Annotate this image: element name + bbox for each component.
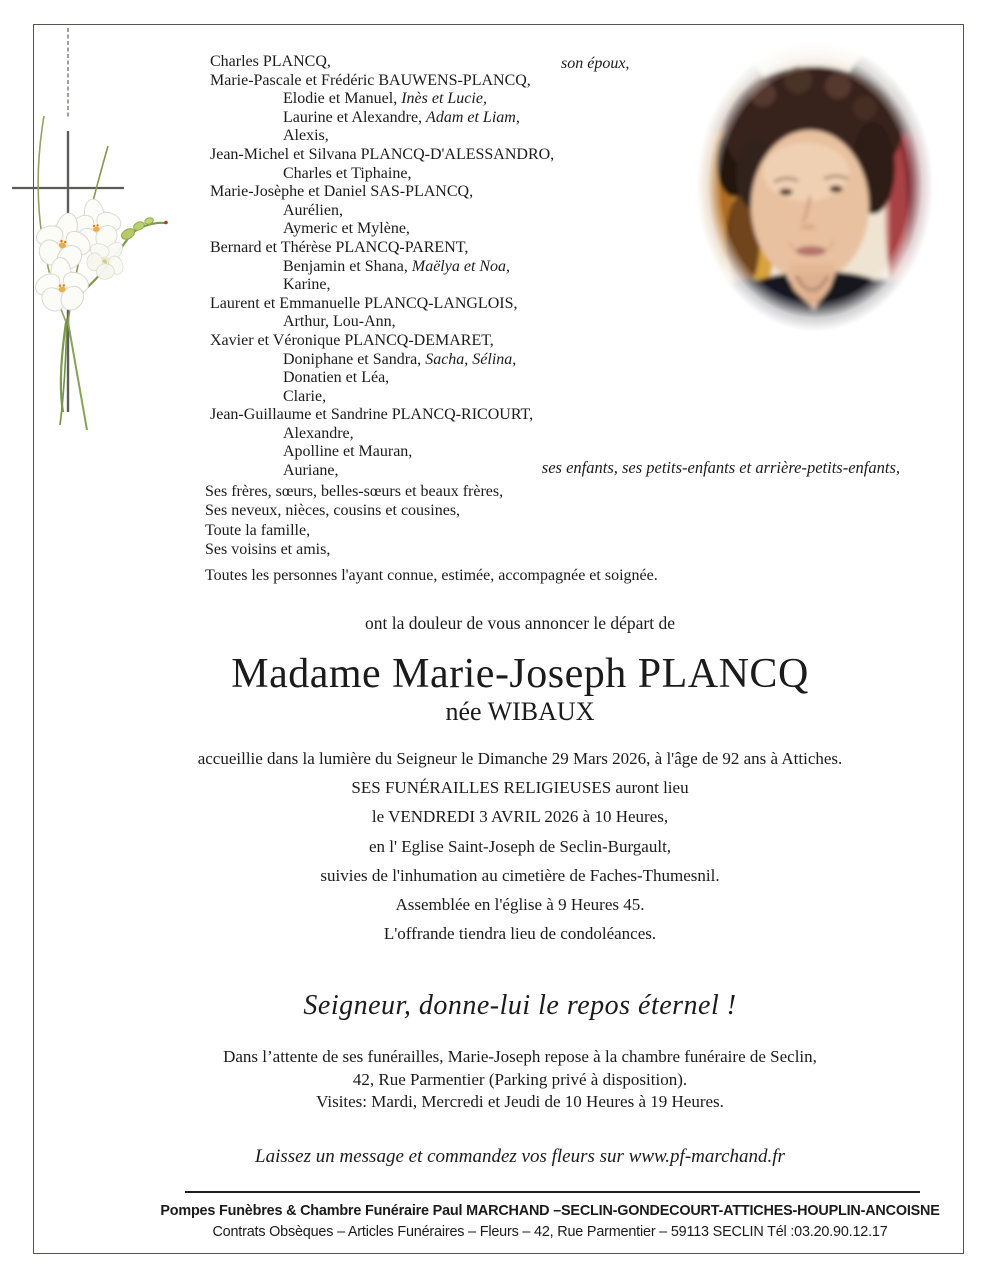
relatives-line: Toute la famille,	[205, 521, 311, 539]
family-line: Marie-Josèphe et Daniel SAS-PLANCQ,	[210, 183, 474, 201]
family-line: Laurent et Emmanuelle PLANCQ-LANGLOIS,	[210, 294, 518, 312]
family-line: Charles et Tiphaine,	[283, 164, 412, 182]
footer-divider	[185, 1191, 920, 1193]
relatives-line: Ses neveux, nièces, cousins et cousines,	[205, 502, 461, 520]
family-line: Laurine et Alexandre, Adam et Liam,	[283, 108, 520, 126]
closing-line: Toutes les personnes l'ayant connue, estimée, accompagnée et soignée.	[205, 567, 658, 584]
funeral-home-footer	[99, 1201, 992, 1242]
deceased-name: Madame Marie-Joseph PLANCQ	[231, 651, 809, 697]
detail-line: Assemblée en l'église à 9 Heures 45.	[395, 895, 645, 915]
spouse-note: son époux,	[561, 55, 630, 72]
funeral-home-name: Pompes Funèbres & Chambre Funéraire Paul MARCHAND –SECLIN-GONDECOURT-ATTICHES-HOUPLIN-ANCOISNE	[160, 1202, 940, 1219]
family-line: Charles PLANCQ,	[210, 53, 331, 70]
family-line: Jean-Guillaume et Sandrine PLANCQ-RICOURT,	[210, 406, 534, 424]
family-line: Bernard et Thérèse PLANCQ-PARENT,	[210, 238, 469, 256]
flowers-message	[60, 1146, 980, 1168]
funeral-home-address: Contrats Obsèques – Articles Funéraires – Fleurs – 42, Rue Parmentier – 59113 SECLIN Tél :03.20.90.12.17	[212, 1222, 888, 1240]
relatives-line: Ses frères, sœurs, belles-sœurs et beaux frères,	[205, 483, 504, 500]
relatives-list	[205, 482, 503, 559]
repose-line: Dans l’attente de ses funérailles, Marie-Joseph repose à la chambre funéraire de Seclin,	[223, 1047, 817, 1066]
family-line: Alexandre,	[283, 424, 354, 442]
repose-info	[60, 1046, 980, 1114]
funeral-details	[60, 744, 980, 948]
family-line: Apolline et Mauran,	[283, 443, 413, 461]
detail-line: L'offrande tiendra lieu de condoléances.	[383, 924, 657, 944]
detail-line: SES FUNÉRAILLES RELIGIEUSES auront lieu	[351, 778, 689, 798]
relatives-line: Ses voisins et amis,	[205, 540, 331, 558]
family-line: Benjamin et Shana, Maëlya et Noa,	[283, 257, 511, 275]
announcement-intro: ont la douleur de vous annoncer le départ de	[364, 613, 676, 633]
family-line: Aurélien,	[283, 201, 343, 219]
website-url: Laissez un message et commandez vos fleurs sur www.pf-marchand.fr	[255, 1146, 785, 1167]
family-line: Clarie,	[283, 387, 327, 405]
family-line: Marie-Pascale et Frédéric BAUWENS-PLANCQ,	[210, 71, 531, 89]
family-line: Aymeric et Mylène,	[283, 220, 410, 238]
family-line: Arthur, Lou-Ann,	[283, 313, 396, 331]
family-line: Elodie et Manuel, Inès et Lucie,	[283, 90, 487, 108]
family-line: Xavier et Véronique PLANCQ-DEMARET,	[210, 331, 494, 349]
family-line: Donatien et Léa,	[283, 369, 390, 387]
family-line: Jean-Michel et Silvana PLANCQ-D'ALESSANDRO,	[210, 145, 555, 163]
family-line: Alexis,	[283, 127, 329, 145]
family-line: Karine,	[283, 276, 331, 294]
detail-line: le VENDREDI 3 AVRIL 2026 à 10 Heures,	[371, 807, 669, 827]
family-list	[210, 53, 554, 481]
repose-line: 42, Rue Parmentier (Parking privé à disposition).	[352, 1069, 688, 1089]
detail-line: en l' Eglise Saint-Joseph de Seclin-Burgault,	[368, 836, 672, 856]
maiden-name: née WIBAUX	[445, 697, 595, 726]
detail-line: suivies de l'inhumation au cimetière de Faches-Thumesnil.	[320, 865, 720, 885]
descendants-note: ses enfants, ses petits-enfants et arrière-petits-enfants,	[541, 458, 900, 477]
detail-line: accueillie dans la lumière du Seigneur le Dimanche 29 Mars 2026, à l'âge de 92 ans à Attiches.	[197, 749, 843, 768]
family-line: Auriane,	[283, 462, 339, 480]
repose-line: Visites: Mardi, Mercredi et Jeudi de 10 Heures à 19 Heures.	[316, 1092, 724, 1112]
family-line: Doniphane et Sandra, Sacha, Sélina,	[283, 350, 517, 368]
prayer-line: Seigneur, donne-lui le repos éternel !	[303, 990, 737, 1021]
